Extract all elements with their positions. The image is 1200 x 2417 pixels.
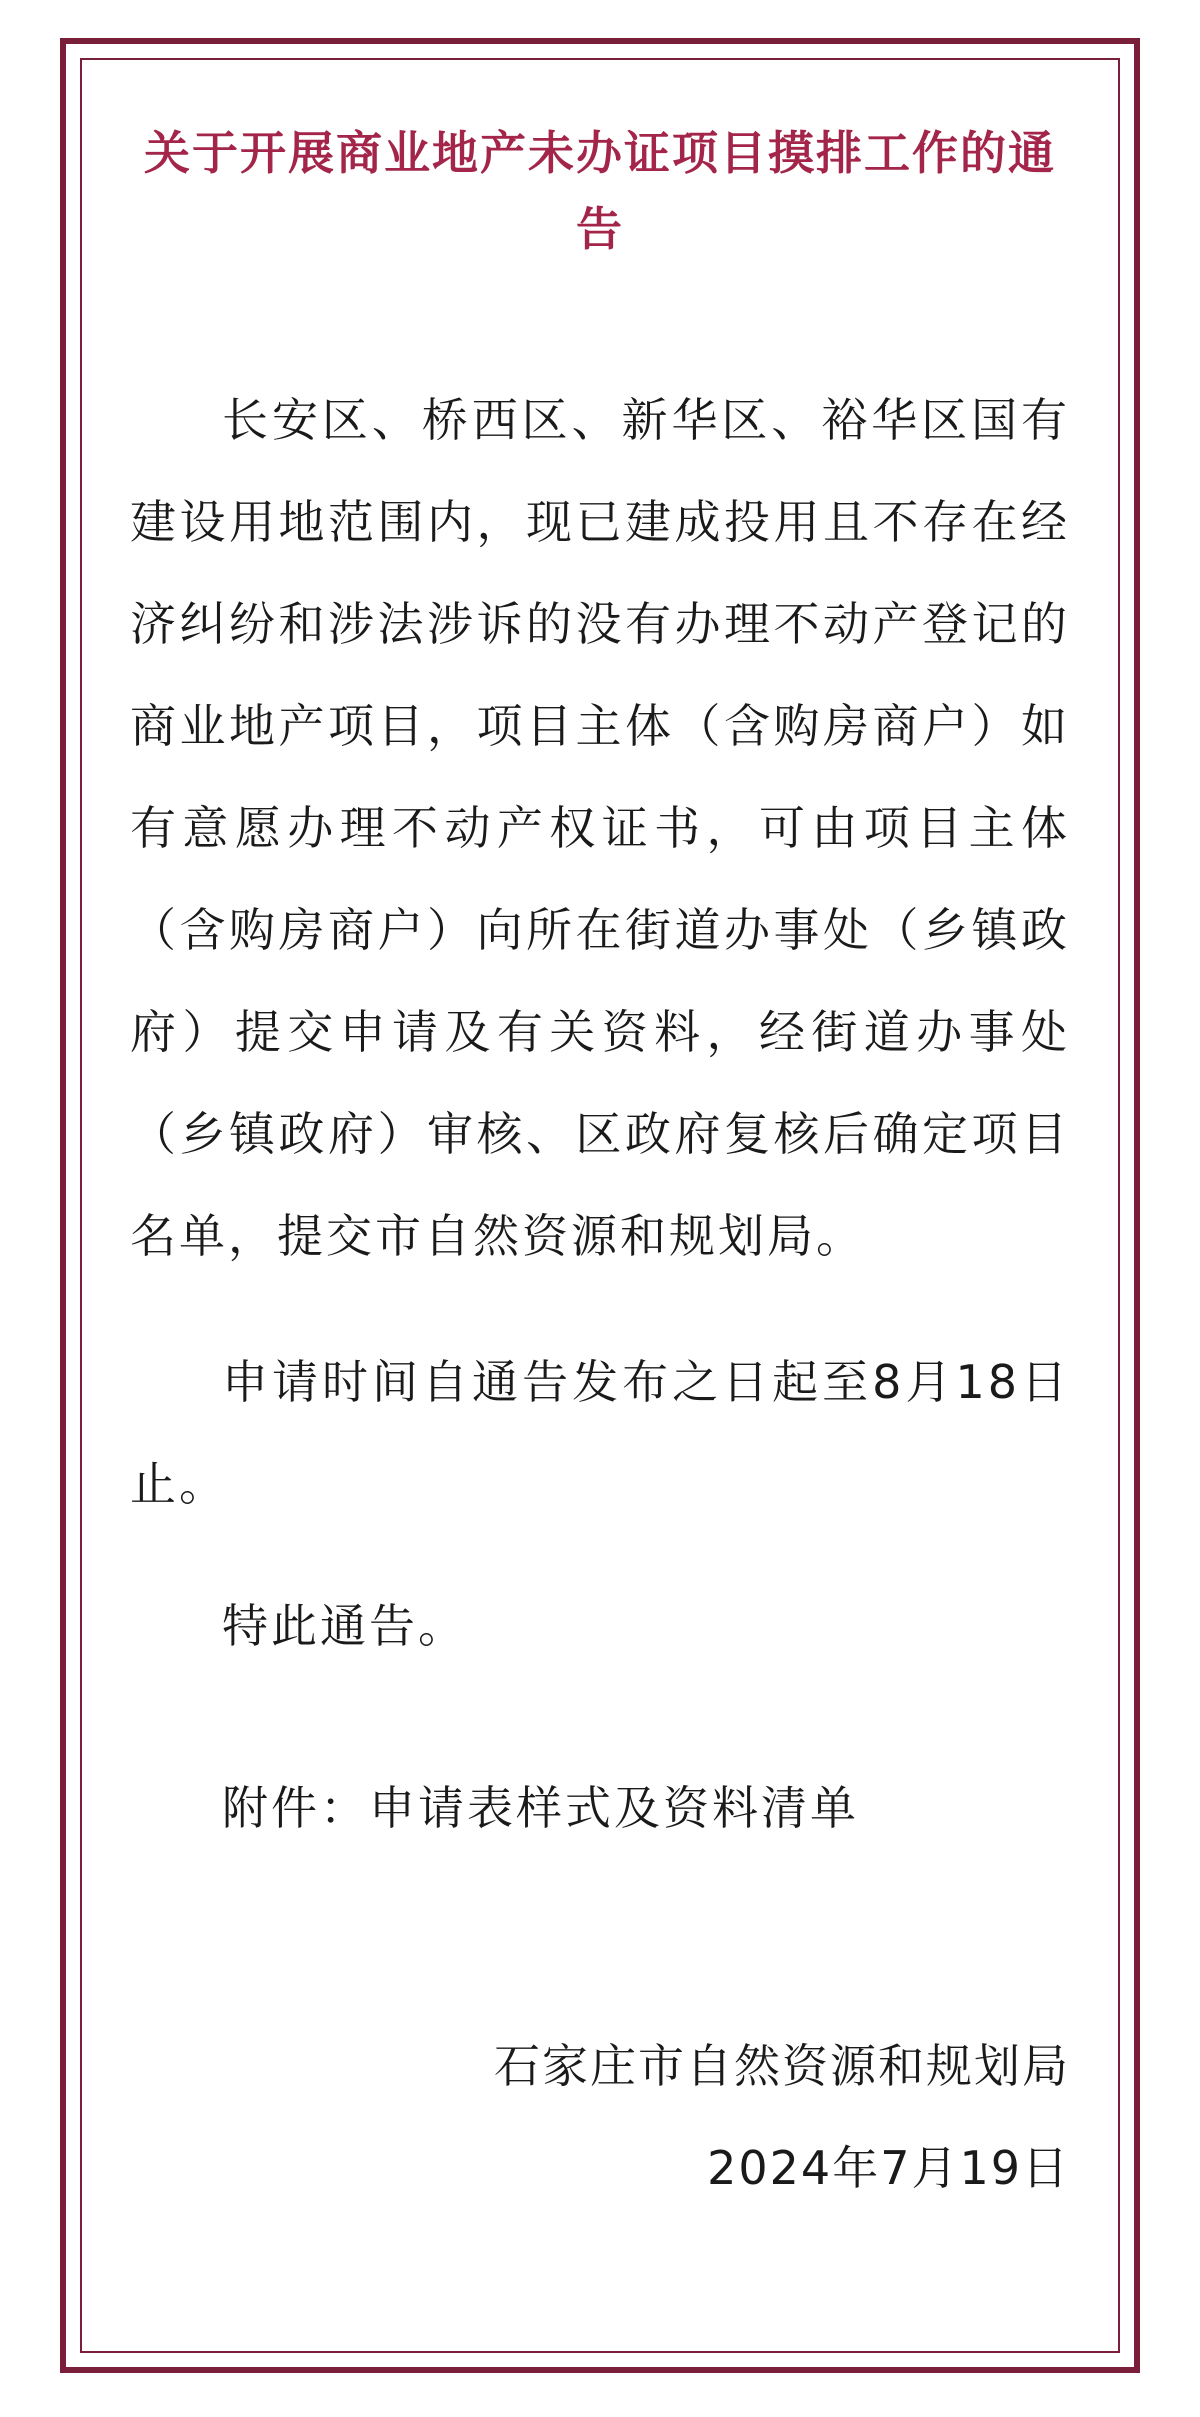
notice-content — [130, 115, 1070, 2219]
issuer-name: 石家庄市自然资源和规划局 — [494, 2039, 1070, 2093]
notice-paragraph-deadline: 申请时间自通告发布之日起至8月18日止。 — [130, 1355, 1070, 1511]
notice-paragraph-main: 长安区、桥西区、新华区、裕华区国有建设用地范围内，现已建成投用且不存在经济纠纷和涉法涉诉的没有办理不动产登记的商业地产项目，项目主体（含购房商户）如有意愿办理不动产权证书，可由项目主体（含购房商户）向所在街道办事处（乡镇政府）提交申请及有关资料，经街道办事处（乡镇政府）审核、区政府复核后确定项目名单，提交市自然资源和规划局。 — [130, 393, 1070, 1263]
notice-attachment: 附件：申请表样式及资料清单 — [222, 1781, 859, 1835]
issue-date: 2024年7月19日 — [707, 2141, 1070, 2195]
notice-title: 关于开展商业地产未办证项目摸排工作的通告 — [144, 126, 1056, 256]
notice-paragraph-closing: 特此通告。 — [222, 1599, 467, 1653]
